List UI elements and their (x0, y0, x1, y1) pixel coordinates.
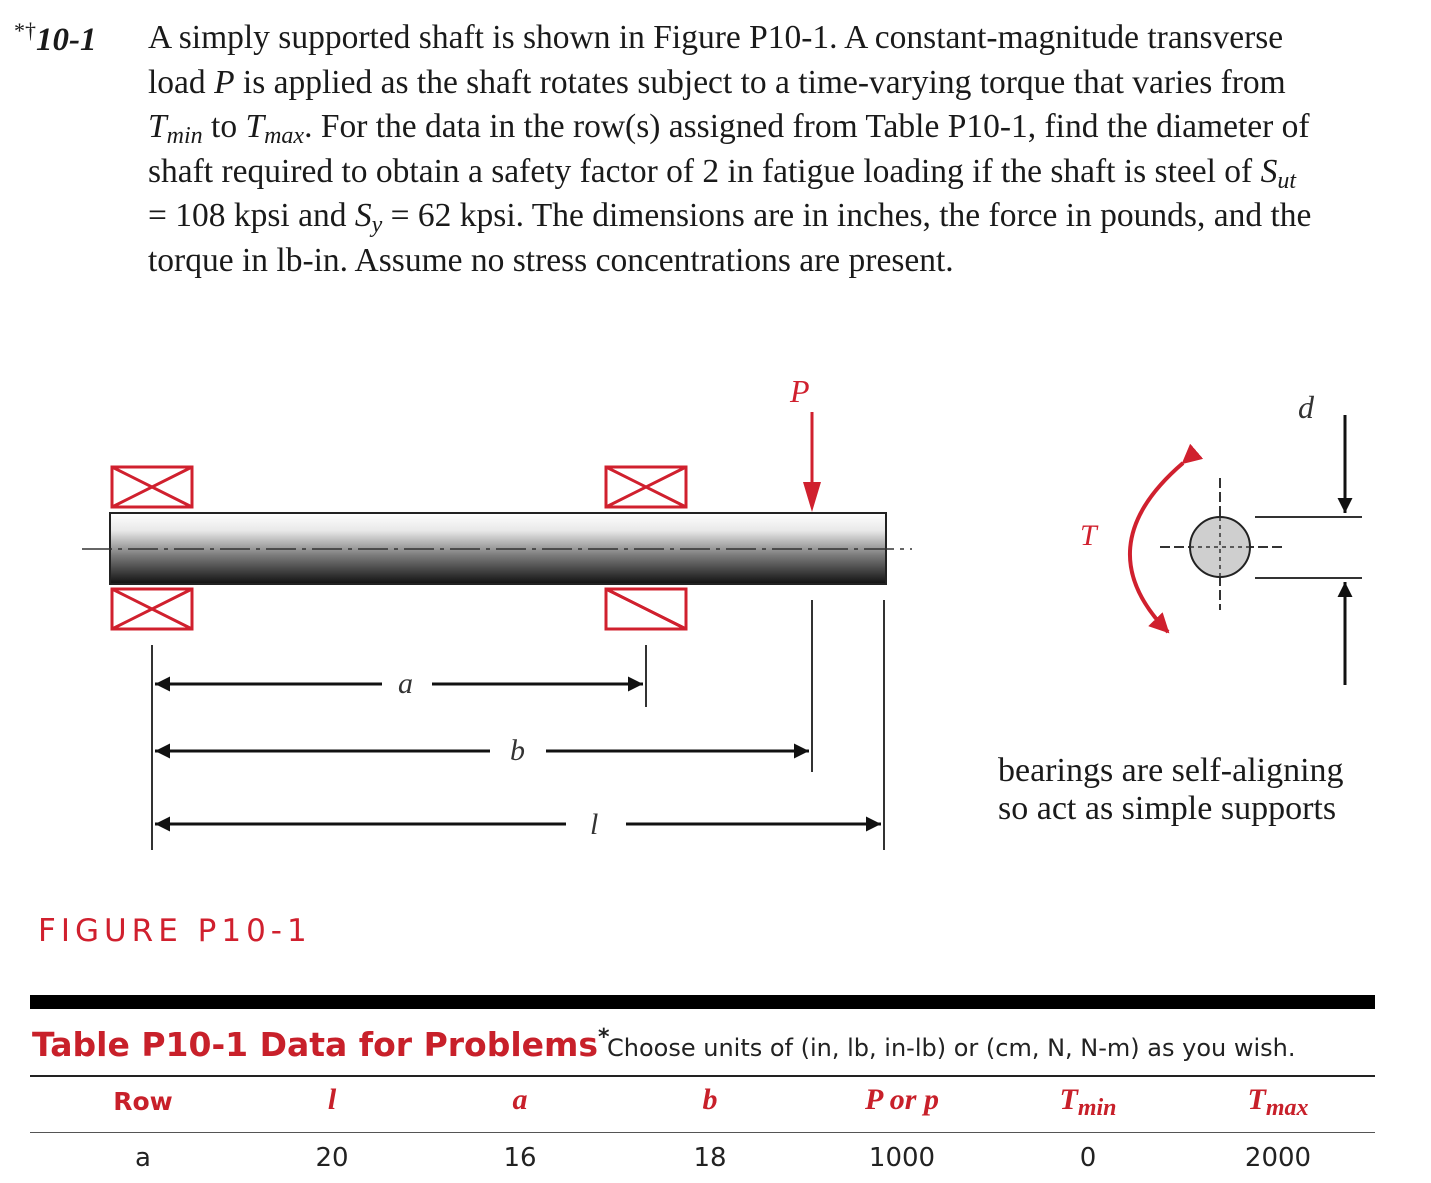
label-a: a (398, 667, 413, 700)
table-header-rule (30, 1075, 1375, 1077)
problem-line-3 (148, 105, 1418, 150)
text-run: = 62 kpsi. The dimensions are in inches, the force in pounds, and the (382, 197, 1312, 234)
table-title-mark: * (598, 1025, 610, 1050)
header-l: l (327, 1083, 337, 1116)
problem-number-text: 10-1 (36, 22, 97, 58)
problem-number (14, 18, 97, 59)
header-tmin (1059, 1083, 1117, 1121)
text-run: load (148, 63, 215, 101)
text-run: . For the data in the row(s) assigned from Table P10-1, find the diameter of (304, 108, 1310, 145)
problem-line-6: torque in lb-in. Assume no stress concentrations are present. (148, 241, 954, 279)
load-arrow-head (803, 482, 821, 512)
label-P: P (790, 373, 810, 409)
text-run: shaft required to obtain a safety factor of 2 in fatigue loading if the shaft is steel of (148, 152, 1261, 190)
table-top-bar (30, 995, 1375, 1009)
cell-row: a (135, 1143, 151, 1173)
bearing-note (998, 752, 1344, 828)
problem-line-4 (148, 150, 1418, 195)
table-title-text: Table P10-1 Data for Problems (32, 1025, 599, 1064)
header-b: b (702, 1083, 718, 1116)
cell-p: 1000 (868, 1143, 936, 1173)
figure-p10-1 (0, 360, 1431, 960)
figure-caption: FIGURE P10-1 (38, 913, 312, 949)
label-l: l (590, 808, 599, 841)
table-title (32, 1025, 610, 1064)
header-p: P or p (865, 1083, 939, 1116)
subscript-min: min (166, 123, 203, 149)
bearing-note-line-1: bearings are self-aligning (998, 752, 1344, 789)
symbol-S: S (354, 197, 372, 234)
table-units-note: Choose units of (in, lb, in-lb) or (cm, N, N-m) as you wish. (607, 1034, 1296, 1062)
cell-tmax: 2000 (1244, 1143, 1312, 1173)
subscript-max: max (264, 123, 305, 149)
header-tmax-sub: max (1265, 1095, 1309, 1121)
label-T: T (1080, 519, 1097, 552)
symbol-T: T (148, 108, 167, 145)
problem-text (148, 16, 1418, 283)
shaft-diagram (0, 360, 1431, 960)
bearing-note-line-2: so act as simple supports (998, 790, 1337, 827)
label-b: b (510, 734, 525, 767)
cell-l: 20 (315, 1143, 349, 1173)
subscript-y: y (371, 212, 383, 238)
header-tmax (1247, 1083, 1309, 1121)
header-tmax-T: T (1247, 1083, 1266, 1116)
text-run: to (202, 108, 246, 145)
cell-tmin: 0 (1079, 1143, 1097, 1173)
cell-a: 16 (503, 1143, 537, 1173)
symbol-S: S (1260, 152, 1278, 190)
cell-b: 18 (693, 1143, 727, 1173)
problem-line-5 (148, 194, 1418, 239)
header-a: a (512, 1083, 528, 1116)
text-run: = 108 kpsi and (148, 197, 355, 234)
subscript-ut: ut (1277, 167, 1297, 194)
problem-line-1: A simply supported shaft is shown in Figure P10-1. A constant-magnitude transverse (148, 19, 1284, 56)
text-run: is applied as the shaft rotates subject to a time-varying torque that varies from (234, 63, 1286, 101)
data-table (30, 995, 1375, 1173)
header-tmin-T: T (1059, 1083, 1078, 1116)
header-row: Row (113, 1087, 173, 1116)
header-tmin-sub: min (1077, 1095, 1117, 1121)
symbol-T: T (245, 108, 265, 145)
shaft-cross-section (1160, 478, 1282, 610)
table-row-rule (30, 1132, 1375, 1133)
label-d: d (1298, 389, 1314, 425)
problem-marks: *† (14, 18, 36, 43)
symbol-P: P (214, 63, 235, 101)
problem-line-2 (148, 61, 1418, 106)
